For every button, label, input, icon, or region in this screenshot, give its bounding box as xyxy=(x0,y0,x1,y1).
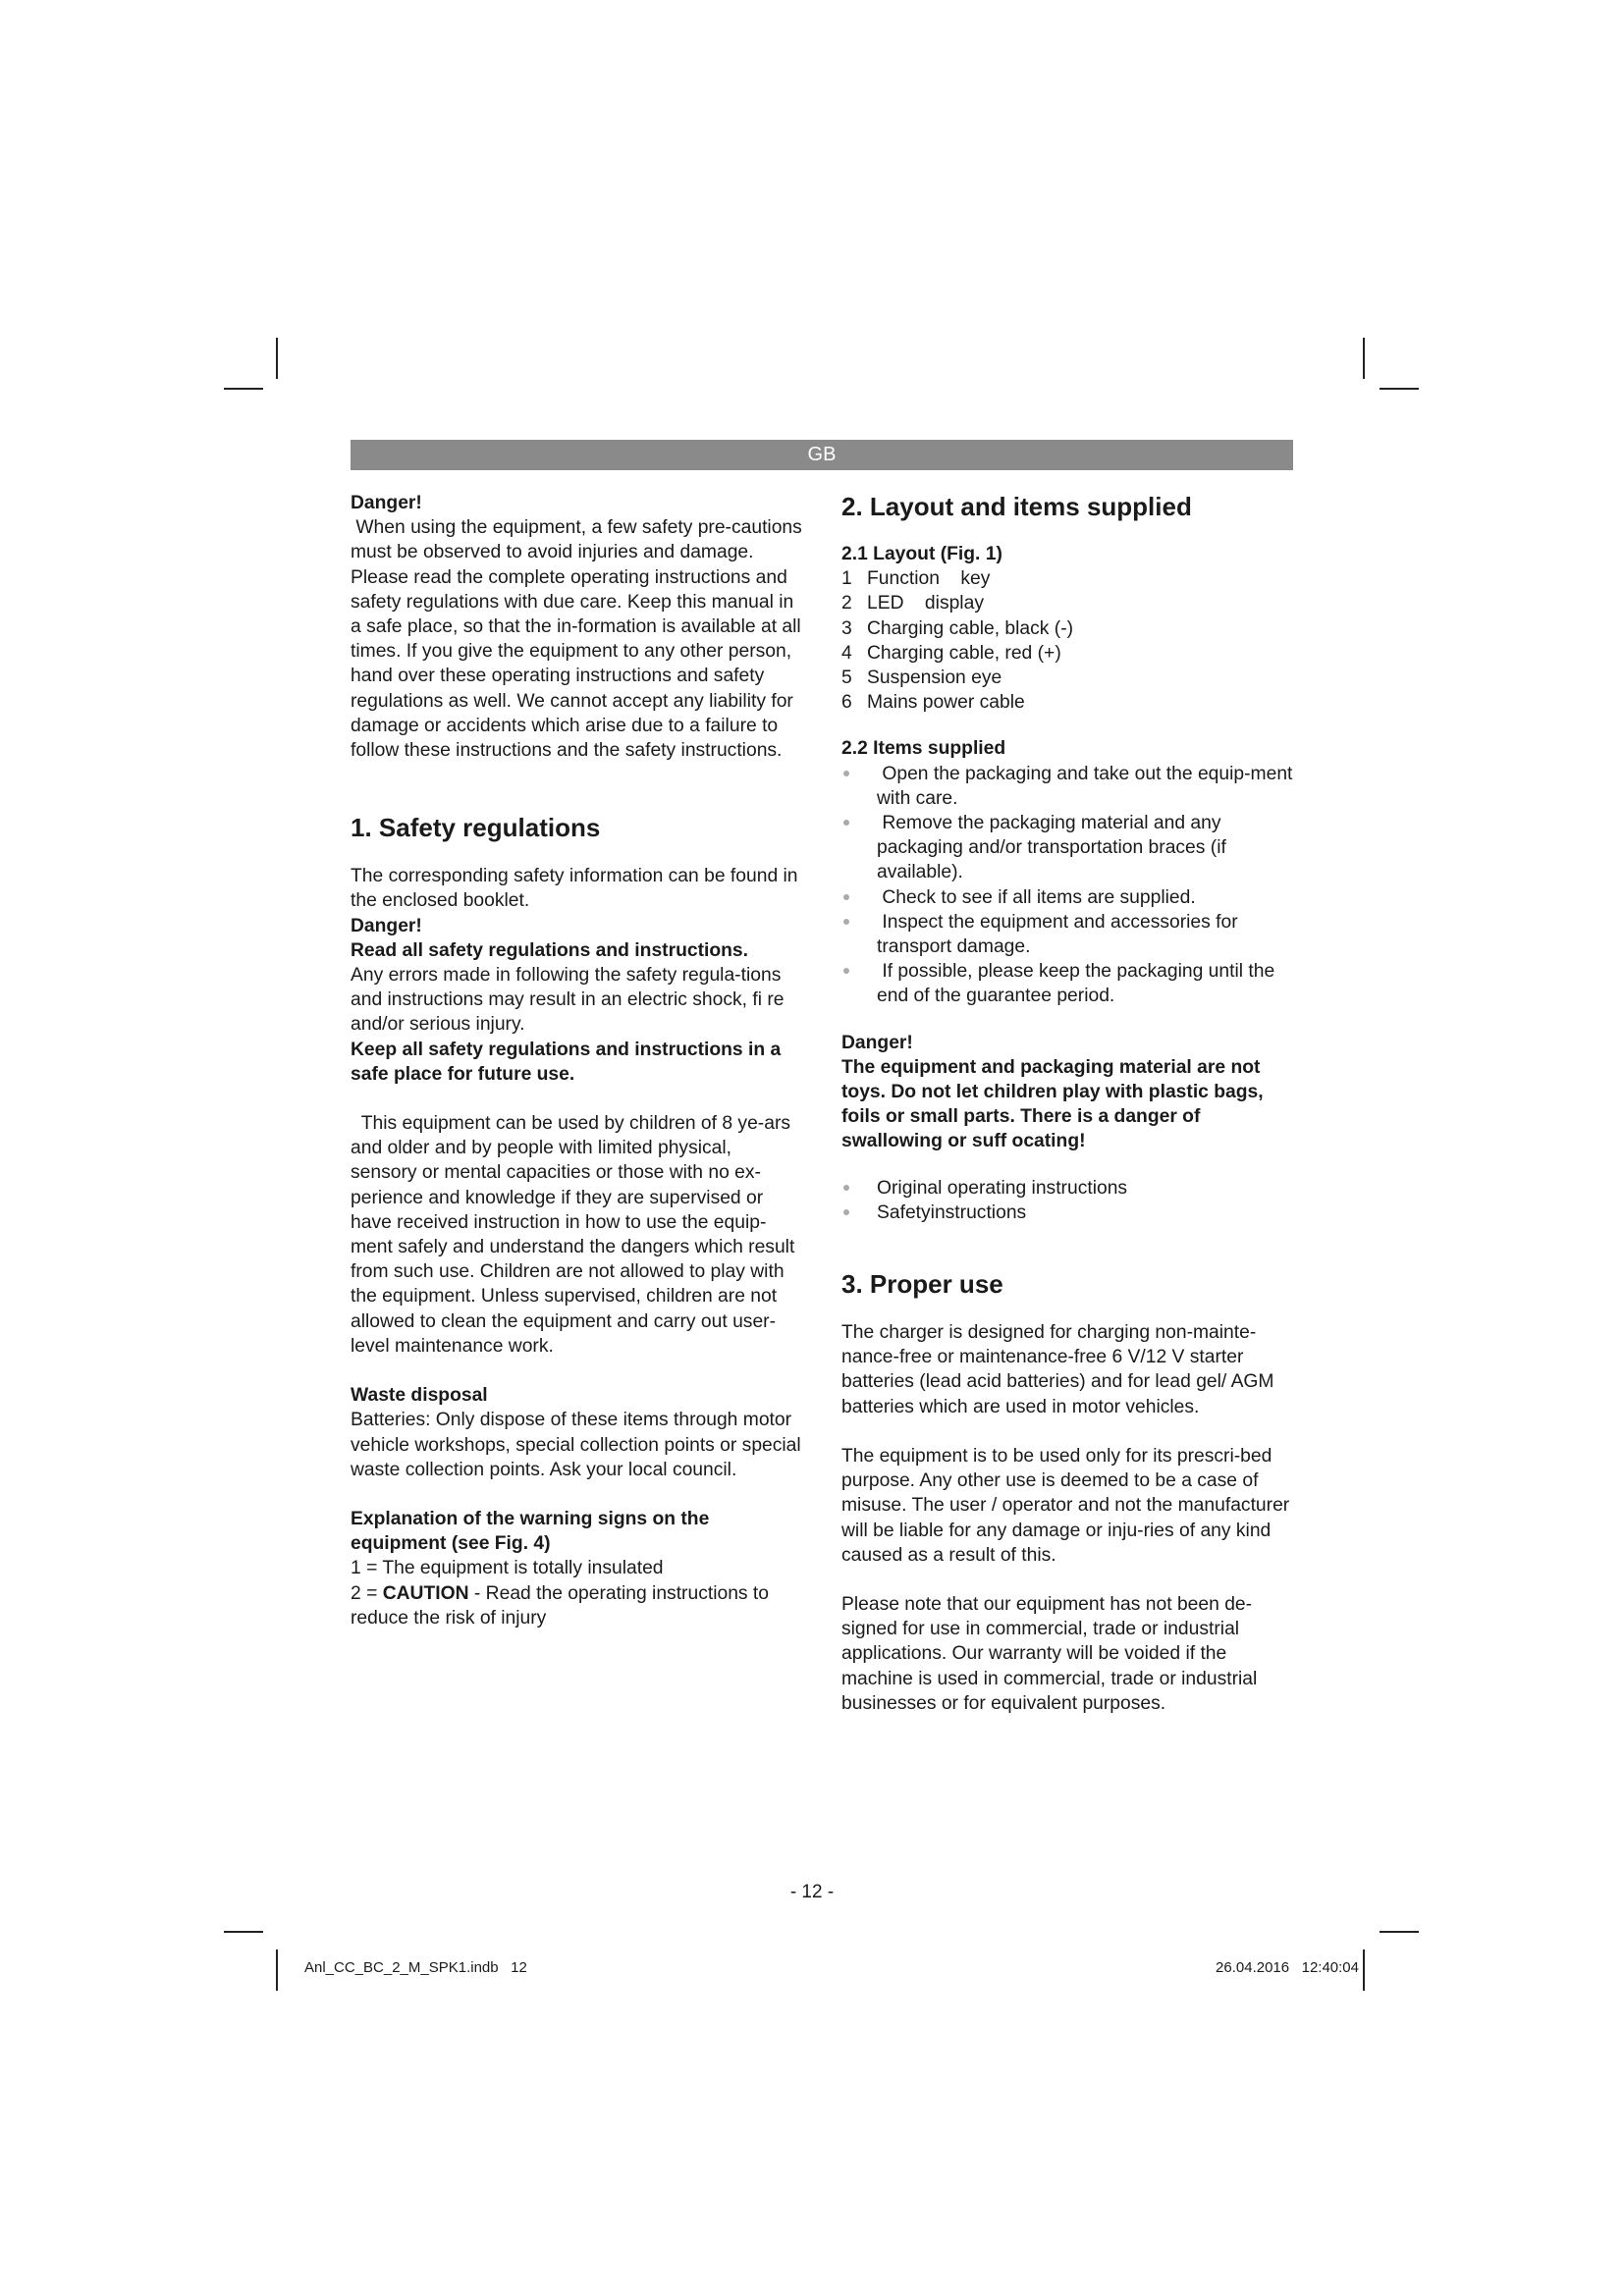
layout-heading: 2.1 Layout (Fig. 1) xyxy=(841,544,1002,564)
bullet-icon xyxy=(841,1176,877,1201)
list-item: Inspect the equipment and accessories for transport damage. xyxy=(841,910,1299,959)
list-item: 4 Charging cable, red (+) xyxy=(841,642,1061,664)
crop-mark-top-right-v xyxy=(1363,338,1365,379)
bullet-icon xyxy=(841,762,877,811)
proper-use-text-1: The charger is designed for charging non-mainte-nance-free or maintenance-free 6 V/12 V starter batteries (lead acid batteries) and for lead gel/ AGM batteries which are used in motor vehicles. xyxy=(841,1322,1274,1417)
crop-mark-bottom-right-v xyxy=(1363,1949,1365,1991)
safety-intro: The corresponding safety information can be found in the enclosed booklet. xyxy=(351,866,798,912)
warning-sign-1: 1 = The equipment is totally insulated xyxy=(351,1558,664,1579)
items-supplied-list xyxy=(841,762,1299,1009)
caution-label: CAUTION xyxy=(382,1582,469,1604)
safety-keep-instructions: Keep all safety regulations and instructions in a safe place for future use. xyxy=(351,1039,782,1085)
list-item: Original operating instructions xyxy=(841,1176,1299,1201)
safety-danger-heading: Danger! xyxy=(351,915,422,936)
danger-heading: Danger! xyxy=(351,493,422,513)
warning-sign-2 xyxy=(351,1581,802,1630)
list-item: Open the packaging and take out the equip-ment with care. xyxy=(841,762,1299,811)
crop-mark-top-left-v xyxy=(276,338,278,379)
list-item: Remove the packaging material and any packaging and/or transportation braces (if available). xyxy=(841,811,1299,885)
bullet-icon xyxy=(841,959,877,1008)
crop-mark-bottom-left-h xyxy=(224,1931,263,1933)
right-column xyxy=(841,491,1299,1716)
bullet-icon xyxy=(841,811,877,885)
list-item: Check to see if all items are supplied. xyxy=(841,885,1299,910)
language-header-bar xyxy=(351,440,1293,470)
waste-disposal-text: Batteries: Only dispose of these items through motor vehicle workshops, special collection points or special waste collection points. Ask your local council. xyxy=(351,1410,801,1480)
danger-text: When using the equipment, a few safety pre-cautions must be observed to avoid injuries and damage. Please read the complete operating instructions and safety regulations with due care. Keep this manual in a safe place, so that the in-formation is available at all times. If you give the equipment to any other person, hand over these operating instructions and safety regulations as well. We cannot accept any liability for damage or accidents which arise due to a failure to follow these instructions and the safety instructions. xyxy=(351,517,808,762)
children-usage-text: This equipment can be used by children of 8 ye-ars and older and by people with limited physical, sensory or mental capacities or those with no ex-perience and knowledge if they are supervised or have received instruction in how to use the equip-ment safely and understand the dangers which result from such use. Children are not allowed to play with the equipment. Unless supervised, children are not allowed to clean the equipment and carry out user-level maintenance work. xyxy=(351,1113,800,1357)
footer-timestamp: 26.04.2016 12:40:04 xyxy=(1216,1959,1359,1976)
page-number: - 12 - xyxy=(789,1882,835,1902)
crop-mark-top-right-h xyxy=(1380,388,1419,390)
crop-mark-bottom-right-h xyxy=(1380,1931,1419,1933)
footer-file-name: Anl_CC_BC_2_M_SPK1.indb 12 xyxy=(304,1959,527,1976)
proper-use-text-2: The equipment is to be used only for its prescri-bed purpose. Any other use is deemed to be a case of misuse. The user / operator and not the manufacturer will be liable for any damage or inju-ries of any kind caused as a result of this. xyxy=(841,1445,1290,1566)
warning-sign-2-prefix: 2 = xyxy=(351,1582,383,1604)
layout-list xyxy=(841,566,1299,715)
section-1-title: 1. Safety regulations xyxy=(351,813,601,843)
left-column xyxy=(351,491,808,1630)
documents-list xyxy=(841,1176,1299,1225)
safety-read-all: Read all safety regulations and instructions. xyxy=(351,939,749,961)
waste-disposal-heading: Waste disposal xyxy=(351,1385,488,1407)
crop-mark-top-left-h xyxy=(224,388,263,390)
language-label: GB xyxy=(807,444,837,465)
list-item: 6 Mains power cable xyxy=(841,692,1025,714)
packaging-danger-text: The equipment and packaging material are not toys. Do not let children play with plastic bags, foils or small parts. There is a danger of swallowing or suff ocating! xyxy=(841,1056,1264,1152)
bullet-icon xyxy=(841,885,877,910)
safety-errors-text: Any errors made in following the safety regula-tions and instructions may result in an electric shock, fi re and/or serious injury. xyxy=(351,965,785,1036)
bullet-icon xyxy=(841,910,877,959)
crop-mark-bottom-left-v xyxy=(276,1949,278,1991)
list-item: Safetyinstructions xyxy=(841,1201,1299,1225)
proper-use-text-3: Please note that our equipment has not been de-signed for use in commercial, trade or industrial applications. Our warranty will be voided if the machine is used in commercial, trade or industrial businesses or for equivalent purposes. xyxy=(841,1593,1258,1714)
warning-signs-heading: Explanation of the warning signs on the equipment (see Fig. 4) xyxy=(351,1508,710,1555)
list-item: 2 LED display xyxy=(841,593,984,614)
list-item: If possible, please keep the packaging until the end of the guarantee period. xyxy=(841,959,1299,1008)
items-supplied-heading: 2.2 Items supplied xyxy=(841,738,1006,760)
list-item: 1 Function key xyxy=(841,568,991,590)
packaging-danger-heading: Danger! xyxy=(841,1032,913,1053)
section-2-title: 2. Layout and items supplied xyxy=(841,492,1192,521)
bullet-icon xyxy=(841,1201,877,1225)
warning-sign-2-text: - Read the operating instructions to reduce the risk of injury xyxy=(351,1582,770,1629)
list-item: 3 Charging cable, black (-) xyxy=(841,617,1074,639)
list-item: 5 Suspension eye xyxy=(841,667,1002,689)
section-3-title: 3. Proper use xyxy=(841,1269,1003,1300)
